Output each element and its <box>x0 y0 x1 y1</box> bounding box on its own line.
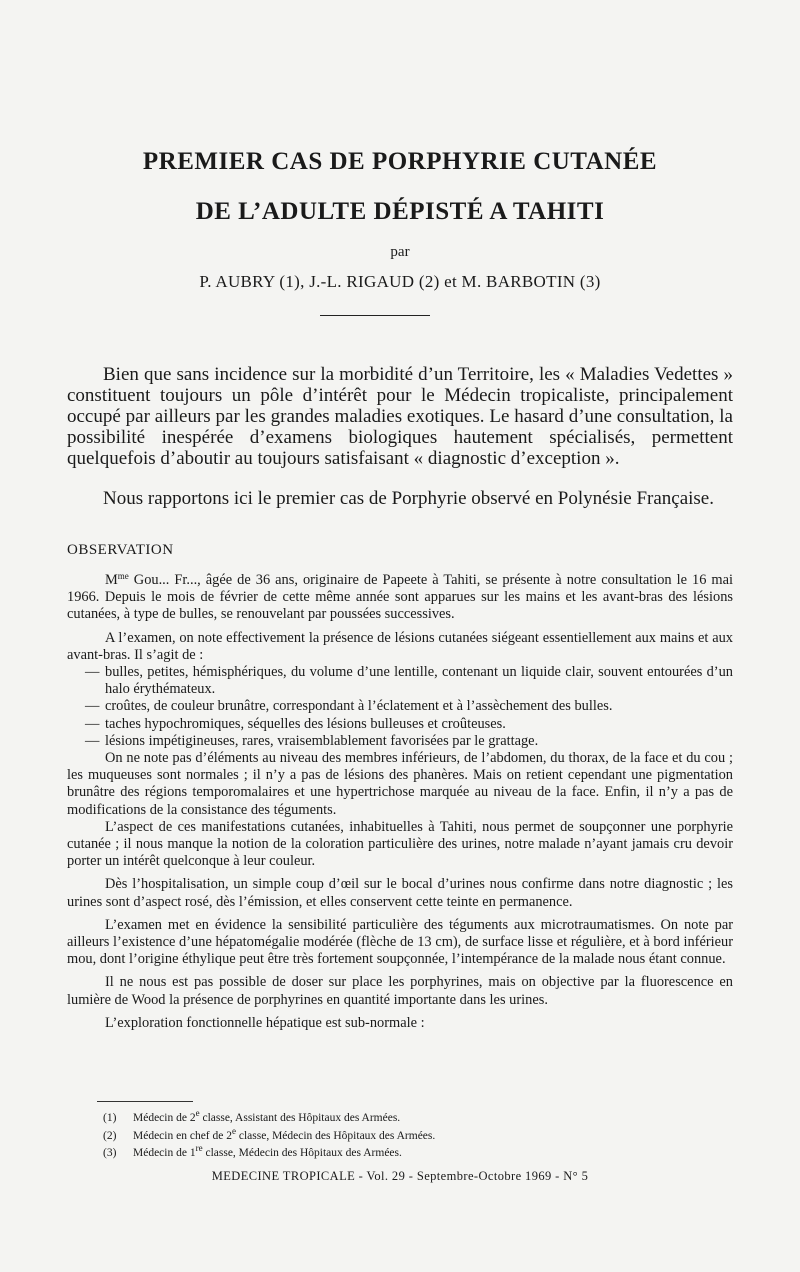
list-item <box>67 698 733 715</box>
byline-par: par <box>390 244 410 260</box>
intro-paragraph-2: Nous rapportons ici le premier cas de Porphyrie observé en Polynésie Française. <box>103 488 714 509</box>
intro-paragraph-1: Bien que sans incidence sur la morbidité d’un Territoire, les « Maladies Vedettes » constituent toujours un pôle d’intérêt pour le Médecin tropicaliste, principalement occupé par ailleurs par les grandes maladies exotiques. Le hasard d’une consultation, la possibilité inespérée d’examens biologiques hautement spécialisés, permettent quelquefois d’aboutir au toujours satisfaisant « diagnostic d’exception ». <box>67 364 733 469</box>
list-item <box>67 664 733 698</box>
observation-paragraph-5: Dès l’hospitalisation, un simple coup d’œil sur le bocal d’urines nous confirme dans notre diagnostic ; les urines sont d’aspect rosé, dès l’émission, et elles conservent cette teinte en permanence. <box>67 876 733 910</box>
footnote-divider <box>97 1101 193 1102</box>
observation-paragraph-7: Il ne nous est pas possible de doser sur place les porphyrines, mais on objective par la fluorescence en lumière de Wood la présence de porphyrines en quantité importante dans les urines. <box>67 974 733 1008</box>
title-abbrev-sup: me <box>117 571 129 581</box>
list-item <box>67 716 733 733</box>
footnote-text: classe, Assistant des Hôpitaux des Armées. <box>199 1112 401 1124</box>
footnote <box>103 1107 703 1125</box>
dash-marker: — <box>85 698 100 715</box>
list-item-text: taches hypochromiques, séquelles des lésions bulleuses et croûteuses. <box>105 715 506 732</box>
footnote-sup: re <box>195 1143 203 1153</box>
footnote-sup: e <box>231 1125 236 1136</box>
observation-paragraph-1-text: Gou... Fr..., âgée de 36 ans, originaire de Papeete à Tahiti, se présente à notre consultation le 16 mai 1966. Depuis le mois de février de cette même année sont apparues sur les mains et les avant-bras des lésions cutanées, à type de bulles, se renouvelant par poussées successives. <box>67 572 733 623</box>
footnote <box>103 1125 703 1143</box>
footnote-number: (2) <box>103 1129 117 1142</box>
list-item-text: bulles, petites, hémisphériques, du volume d’une lentille, contenant un liquide clair, souvent entourées d’un halo érythémateux. <box>105 664 733 698</box>
footnote <box>103 1142 703 1160</box>
footnotes <box>103 1107 703 1160</box>
list-item-text: croûtes, de couleur brunâtre, correspondant à l’éclatement et à l’assèchement des bulles. <box>105 698 613 715</box>
title-divider <box>320 315 430 316</box>
footnote-number: (3) <box>103 1147 117 1159</box>
journal-footer: MEDECINE TROPICALE - Vol. 29 - Septembre-Octobre 1969 - N° 5 <box>211 1169 589 1183</box>
footnote-text: Médecin de 2 <box>133 1112 196 1124</box>
footnote-text: Médecin de 1 <box>133 1147 196 1159</box>
section-heading-observation: OBSERVATION <box>67 542 174 558</box>
list-item <box>67 733 733 750</box>
footnote-text: classe, Médecin des Hôpitaux des Armées. <box>235 1129 436 1142</box>
footnote-number: (1) <box>103 1112 117 1124</box>
article-title-line-2: DE L’ADULTE DÉPISTÉ A TAHITI <box>195 198 605 225</box>
article-title-line-1: PREMIER CAS DE PORPHYRIE CUTANÉE <box>142 148 658 175</box>
footnote-sup: e <box>195 1108 200 1118</box>
observation-paragraph-1 <box>67 568 733 624</box>
dash-marker: — <box>85 732 100 749</box>
observation-paragraph-2: A l’examen, on note effectivement la présence de lésions cutanées siégeant essentiellement aux mains et aux avant-bras. Il s’agit de : <box>67 629 733 663</box>
footnote-text: Médecin en chef de 2 <box>133 1129 232 1142</box>
author-list: P. AUBRY (1), J.-L. RIGAUD (2) et M. BARBOTIN (3) <box>199 272 601 291</box>
observation-paragraph-4: L’aspect de ces manifestations cutanées, inhabituelles à Tahiti, nous permet de soupçonner une porphyrie cutanée ; il nous manque la notion de la coloration particulière des urines, notre malade n’ayant jamais cru devoir porter un intérêt quelconque à leur couleur. <box>67 818 733 870</box>
title-abbrev: M <box>105 572 118 588</box>
dash-marker: — <box>85 715 100 732</box>
observation-paragraph-6: L’examen met en évidence la sensibilité particulière des téguments aux microtraumatismes. On note par ailleurs l’existence d’une hépatomégalie modérée (flèche de 13 cm), de surface lisse et régulière, et à bord inférieur mou, dont l’origine éthylique peut être très fortement soupçonnée, l’intempérance de la malade nous étant connue. <box>67 916 733 968</box>
observation-paragraph-8: L’exploration fonctionnelle hépatique est sub-normale : <box>105 1014 425 1031</box>
observation-body <box>67 568 733 1032</box>
list-item-text: lésions impétigineuses, rares, vraisemblablement favorisées par le grattage. <box>105 732 539 749</box>
dash-marker: — <box>85 664 100 681</box>
footnote-text: classe, Médecin des Hôpitaux des Armées. <box>202 1147 402 1159</box>
lesion-list <box>67 664 733 750</box>
observation-paragraph-3: On ne note pas d’éléments au niveau des membres inférieurs, de l’abdomen, du thorax, de la face et du cou ; les muqueuses sont normales ; il n’y a pas de lésions des phanères. Mais on retient cependant une pigmentation brunâtre des régions temporomalaires et une hypertrichose marquée au niveau de la face. Enfin, il n’y a pas de modifications de la consistance des téguments. <box>67 750 733 818</box>
